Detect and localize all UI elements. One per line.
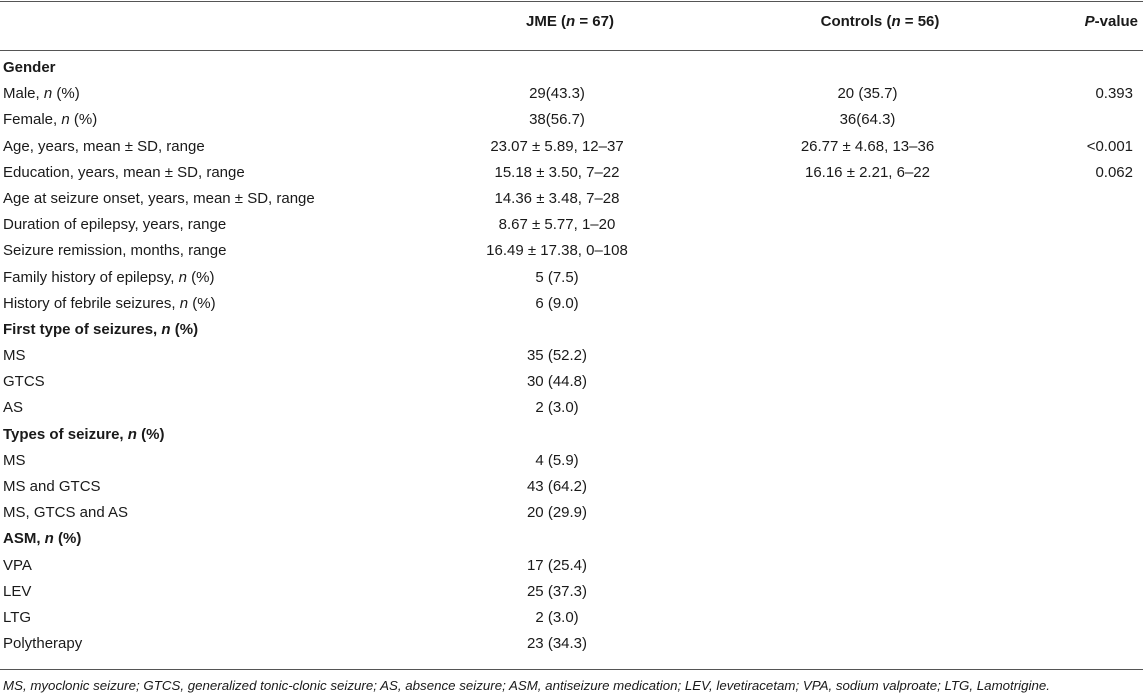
row-label: MS, GTCS and AS bbox=[3, 504, 129, 522]
section-header-row bbox=[0, 526, 1143, 552]
section-header-row bbox=[0, 317, 1143, 343]
table-row bbox=[0, 212, 1143, 238]
header-jme: JME (n = 67) bbox=[526, 13, 614, 30]
controls-cell: 16.16 ± 2.21, 6–22 bbox=[804, 163, 930, 181]
table-row bbox=[0, 291, 1143, 317]
row-label: GTCS bbox=[3, 373, 45, 391]
table-row bbox=[0, 343, 1143, 369]
jme-cell: 23.07 ± 5.89, 12–37 bbox=[490, 137, 624, 155]
section-header-row bbox=[0, 55, 1143, 81]
jme-cell: 20 (29.9) bbox=[526, 504, 588, 522]
jme-cell: 35 (52.2) bbox=[526, 347, 588, 365]
row-label: Duration of epilepsy, years, range bbox=[3, 216, 227, 234]
table-row bbox=[0, 474, 1143, 500]
table-body bbox=[0, 55, 1143, 657]
row-label: Seizure remission, months, range bbox=[3, 242, 227, 260]
table-row bbox=[0, 238, 1143, 264]
header-controls: Controls (n = 56) bbox=[820, 13, 940, 30]
controls-cell: 20 (35.7) bbox=[837, 85, 898, 103]
jme-cell: 6 (9.0) bbox=[535, 294, 579, 312]
row-label: Age at seizure onset, years, mean ± SD, range bbox=[3, 189, 315, 207]
jme-cell: 4 (5.9) bbox=[535, 451, 579, 469]
row-label: Gender bbox=[3, 59, 56, 76]
jme-cell: 23 (34.3) bbox=[526, 635, 588, 653]
row-label: Education, years, mean ± SD, range bbox=[3, 163, 245, 181]
table-row bbox=[0, 605, 1143, 631]
header-rule bbox=[0, 50, 1143, 51]
jme-cell: 16.49 ± 17.38, 0–108 bbox=[486, 242, 628, 260]
p-value-cell: 0.062 bbox=[1095, 163, 1133, 181]
table-row bbox=[0, 448, 1143, 474]
section-header-row bbox=[0, 422, 1143, 448]
controls-cell: 26.77 ± 4.68, 13–36 bbox=[800, 137, 935, 155]
p-value-cell: 0.393 bbox=[1095, 85, 1133, 103]
table-row bbox=[0, 186, 1143, 212]
jme-cell: 14.36 ± 3.48, 7–28 bbox=[494, 189, 620, 207]
row-label: First type of seizures, n (%) bbox=[3, 320, 199, 338]
table-row bbox=[0, 134, 1143, 160]
row-label: MS bbox=[3, 451, 26, 469]
row-label: LTG bbox=[3, 608, 32, 626]
header-p-value: P-value bbox=[1084, 13, 1138, 30]
row-label: AS bbox=[3, 399, 24, 417]
jme-cell: 15.18 ± 3.50, 7–22 bbox=[494, 163, 620, 181]
row-label: History of febrile seizures, n (%) bbox=[3, 294, 216, 312]
table-row bbox=[0, 631, 1143, 657]
jme-cell: 17 (25.4) bbox=[526, 556, 588, 574]
jme-cell: 29(43.3) bbox=[529, 85, 585, 103]
jme-cell: 2 (3.0) bbox=[535, 608, 579, 626]
row-label: Polytherapy bbox=[3, 635, 83, 653]
table-top-rule bbox=[0, 1, 1143, 2]
jme-cell: 25 (37.3) bbox=[526, 582, 588, 600]
table-bottom-rule bbox=[0, 669, 1143, 670]
row-label: MS and GTCS bbox=[3, 478, 101, 495]
table-row bbox=[0, 160, 1143, 186]
jme-cell: 38(56.7) bbox=[529, 111, 585, 129]
row-label: LEV bbox=[3, 582, 32, 600]
row-label: Family history of epilepsy, n (%) bbox=[3, 268, 215, 286]
jme-cell: 30 (44.8) bbox=[526, 373, 588, 391]
table-footnote: MS, myoclonic seizure; GTCS, generalized tonic-clonic seizure; AS, absence seizure; ASM, antiseizure medication; LEV, levetiracetam; VPA, sodium valproate; LTG, Lamotrigine. bbox=[3, 678, 1050, 693]
p-value-cell: <0.001 bbox=[1086, 137, 1133, 155]
table-row bbox=[0, 107, 1143, 133]
row-label: MS bbox=[3, 347, 26, 365]
table-row bbox=[0, 553, 1143, 579]
table-row bbox=[0, 395, 1143, 421]
table-row bbox=[0, 265, 1143, 291]
table-row bbox=[0, 369, 1143, 395]
jme-cell: 43 (64.2) bbox=[526, 478, 588, 495]
row-label: Age, years, mean ± SD, range bbox=[3, 137, 205, 155]
table-row bbox=[0, 579, 1143, 605]
table-row bbox=[0, 81, 1143, 107]
table-row bbox=[0, 500, 1143, 526]
controls-cell: 36(64.3) bbox=[839, 111, 896, 129]
jme-cell: 2 (3.0) bbox=[535, 399, 579, 417]
jme-cell: 8.67 ± 5.77, 1–20 bbox=[498, 216, 616, 234]
row-label: Types of seizure, n (%) bbox=[3, 425, 165, 443]
row-label: Male, n (%) bbox=[3, 85, 80, 103]
row-label: Female, n (%) bbox=[3, 111, 98, 129]
row-label: ASM, n (%) bbox=[3, 530, 82, 548]
jme-cell: 5 (7.5) bbox=[535, 268, 579, 286]
row-label: VPA bbox=[3, 556, 32, 574]
